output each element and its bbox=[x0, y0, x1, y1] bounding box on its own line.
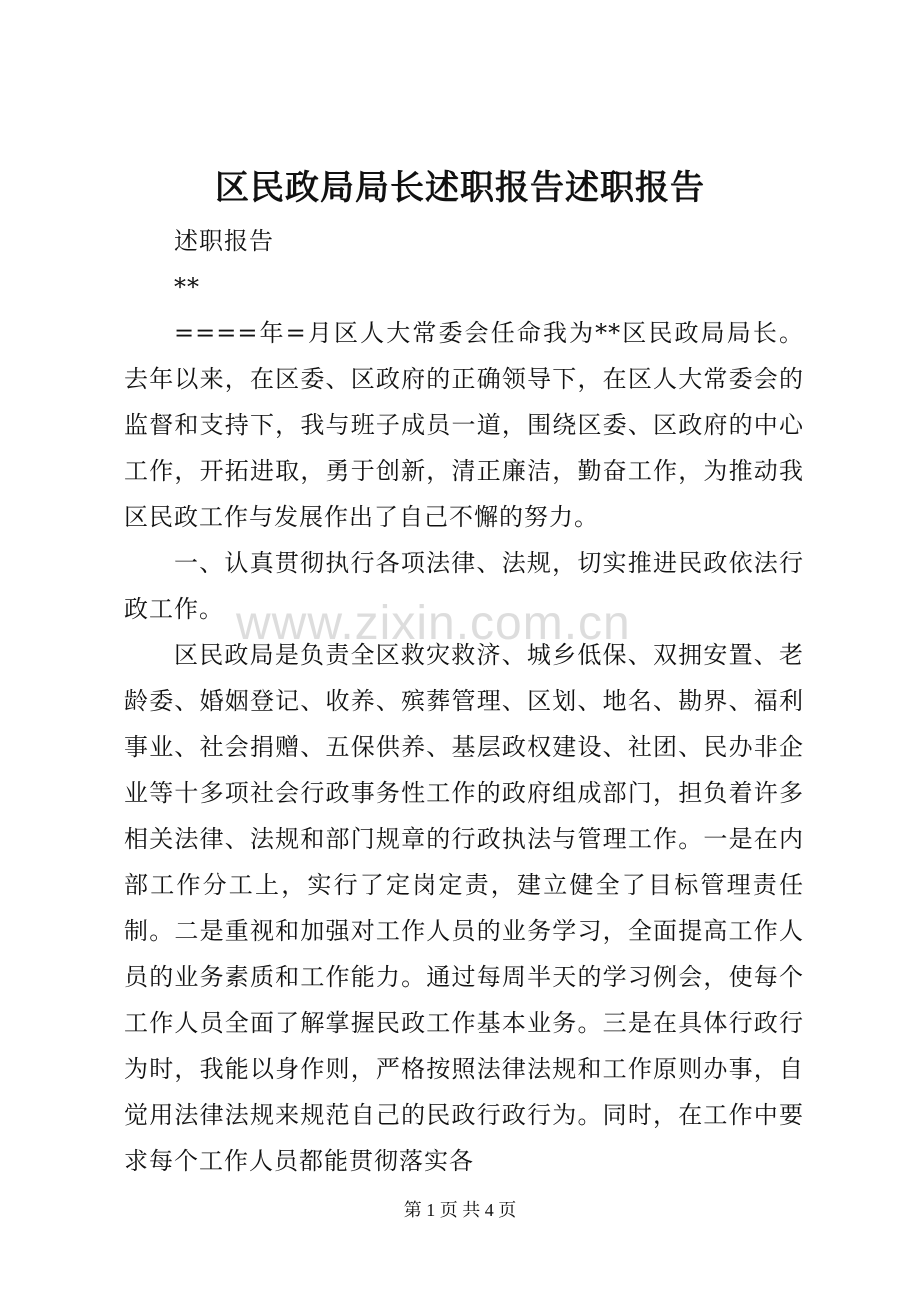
author-mark: ** bbox=[174, 273, 200, 301]
subheading: 述职报告 bbox=[174, 227, 274, 255]
watermark: www.zixin.com.cn bbox=[236, 597, 631, 650]
body-paragraph-2: 区民政局是负责全区救灾救济、城乡低保、双拥安置、老龄委、婚姻登记、收养、殡葬管理、区划、地名、勘界、福利事业、社会捐赠、五保供养、基层政权建设、社团、民办非企业等十多项社会行政事务性工作的政府组成部门，担负着许多相关法律、法规和部门规章的行政执法与管理工作。一是在内部工作分工上，实行了定岗定责，建立健全了目标管理责任制。二是重视和加强对工作人员的业务学习，全面提高工作人员的业务素质和工作能力。通过每周半天的学习例会，使每个工作人员全面了解掌握民政工作基本业务。三是在具体行政行为时，我能以身作则，严格按照法律法规和工作原则办事，自觉用法律法规来规范自己的民政行政行为。同时，在工作中要求每个工作人员都能贯彻落实各 bbox=[124, 641, 804, 1175]
document-title: 区民政局局长述职报告述职报告 bbox=[215, 168, 705, 208]
section-heading-1: 一、认真贯彻执行各项法律、法规，切实推进民政依法行政工作。 bbox=[124, 549, 804, 623]
page-footer: 第 1 页 共 4 页 bbox=[403, 1200, 517, 1220]
body-paragraph-1: ====年=月区人大常委会任命我为**区民政局局长。去年以来，在区委、区政府的正确领导下，在区人大常委会的监督和支持下，我与班子成员一道，围绕区委、区政府的中心工作，开拓进取，勇于创新，清正廉洁，勤奋工作，为推动我区民政工作与发展作出了自己不懈的努力。 bbox=[124, 319, 804, 531]
document-body bbox=[124, 218, 804, 1184]
